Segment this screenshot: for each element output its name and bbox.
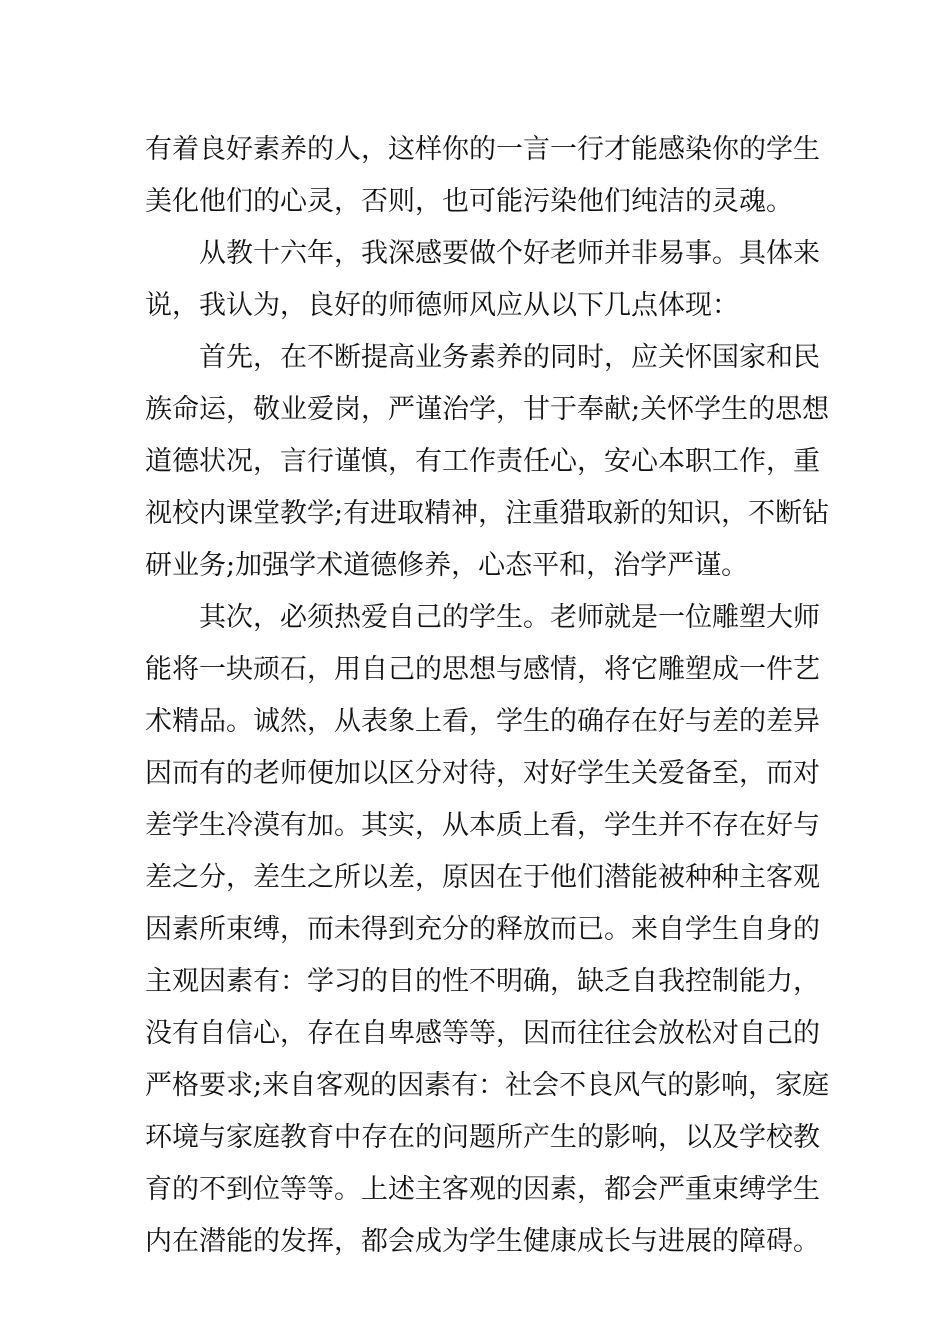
text-line: 有着良好素养的人，这样你的一言一行才能感染你的学生 [145, 134, 820, 165]
text-line: 术精品。诚然，从表象上看，学生的确存在好与差的差异 [145, 706, 820, 737]
text-line: 美化他们的心灵，否则，也可能污染他们纯洁的灵魂。 [145, 186, 793, 217]
text-line: 内在潜能的发挥，都会成为学生健康成长与进展的障碍。 [145, 1226, 820, 1257]
text-line: 视校内课堂教学;有进取精神，注重猎取新的知识，不断钻 [145, 498, 830, 529]
text-line: 主观因素有：学习的目的性不明确，缺乏自我控制能力， [145, 966, 820, 997]
text-line: 说，我认为，良好的师德师风应从以下几点体现： [145, 290, 739, 321]
text-line: 环境与家庭教育中存在的问题所产生的影响，以及学校教 [145, 1122, 820, 1153]
text-line: 能将一块顽石，用自己的思想与感情，将它雕塑成一件艺 [145, 654, 820, 685]
text-line: 族命运，敬业爱岗，严谨治学，甘于奉献;关怀学生的思想 [145, 394, 830, 425]
paragraph-first-line: 从教十六年，我深感要做个好老师并非易事。具体来 [199, 238, 820, 269]
text-line: 差学生冷漠有加。其实，从本质上看，学生并不存在好与 [145, 810, 820, 841]
text-line: 没有自信心，存在自卑感等等，因而往往会放松对自己的 [145, 1018, 820, 1049]
paragraph-first-line: 首先，在不断提高业务素养的同时，应关怀国家和民 [199, 342, 820, 373]
text-line: 道德状况，言行谨慎，有工作责任心，安心本职工作，重 [145, 446, 820, 477]
text-line: 差之分，差生之所以差，原因在于他们潜能被种种主客观 [145, 862, 820, 893]
document-body [145, 124, 830, 1268]
text-line: 因素所束缚，而未得到充分的释放而已。来自学生自身的 [145, 914, 820, 945]
text-line: 育的不到位等等。上述主客观的因素，都会严重束缚学生 [145, 1174, 820, 1205]
text-line: 研业务;加强学术道德修养，心态平和，治学严谨。 [145, 550, 749, 581]
text-line: 严格要求;来自客观的因素有：社会不良风气的影响，家庭 [145, 1070, 830, 1101]
paragraph-first-line: 其次，必须热爱自己的学生。老师就是一位雕塑大师 [199, 602, 820, 633]
text-line: 因而有的老师便加以区分对待，对好学生关爱备至，而对 [145, 758, 820, 789]
